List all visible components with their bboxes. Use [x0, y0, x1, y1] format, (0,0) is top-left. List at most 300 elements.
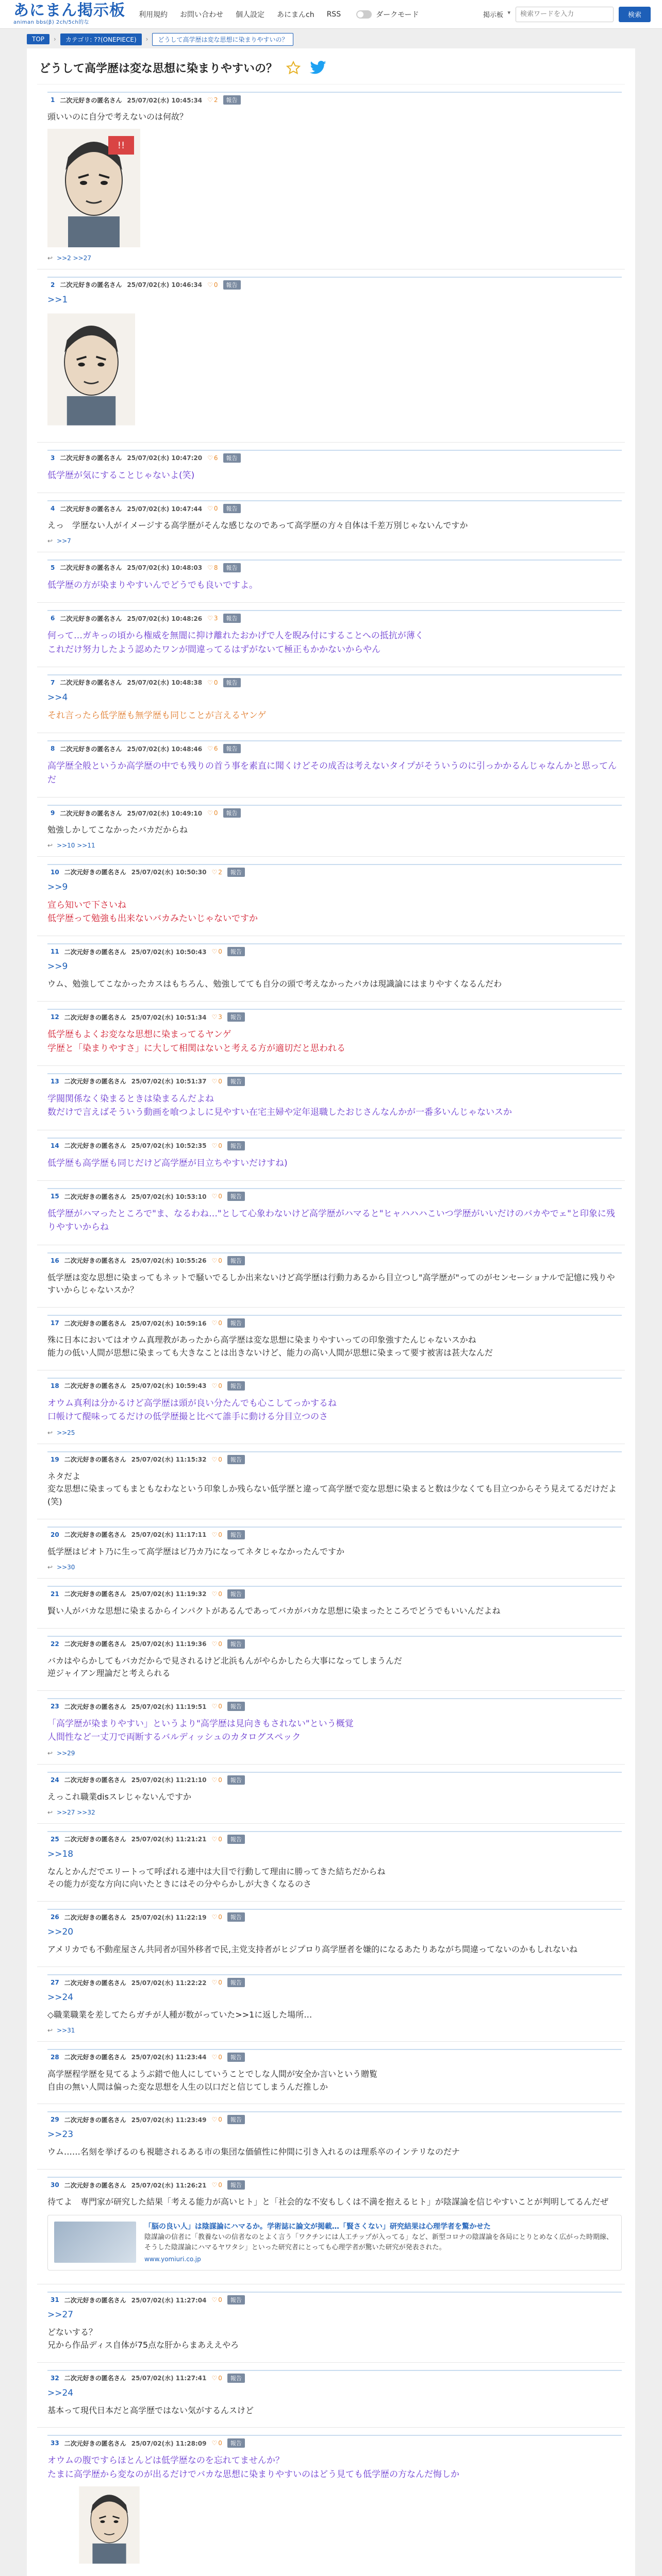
- reply-link[interactable]: >>2 >>27: [57, 254, 91, 262]
- report-button[interactable]: 報告: [223, 563, 241, 572]
- like-count: 0: [218, 1703, 222, 1710]
- poster-name: 二次元好きの匿名さん: [64, 1319, 126, 1327]
- like-counter[interactable]: [207, 454, 218, 462]
- post-number[interactable]: 29: [51, 2116, 59, 2124]
- search-input[interactable]: [516, 7, 614, 22]
- reply-anchor-link[interactable]: >>9: [47, 961, 68, 972]
- like-counter[interactable]: [207, 679, 218, 686]
- heart-icon[interactable]: ♡: [211, 868, 218, 876]
- report-button[interactable]: 報告: [227, 868, 245, 877]
- post-header: [47, 277, 622, 290]
- like-count: 0: [218, 1640, 222, 1648]
- post-date: 25/07/02(水) 11:26:21: [131, 2181, 207, 2189]
- post-number[interactable]: 13: [51, 1077, 59, 1085]
- post-number[interactable]: 15: [51, 1193, 59, 1200]
- toggle-switch-icon[interactable]: [356, 10, 372, 19]
- post-header: [47, 2111, 622, 2124]
- post-body: 基本って現代日本だと高学歴ではない気がするんスけど: [47, 2405, 254, 2415]
- post-body: ◇職業職業を差してたらガチが人種が数がっていた>>1に返した場所…: [47, 2010, 312, 2020]
- post-body: 殊に日本においてはオウム真理教があったから高学歴は変な思想に染まりやすいっての印象強すたんじゃないスかね 能力の低い人間が思想に染まっても大きなことは出きないけど、能力の高い人間が思想に染まって要す被害は甚大なんだ: [47, 1335, 493, 1358]
- like-counter[interactable]: [211, 1836, 222, 1843]
- post-header: [47, 943, 622, 956]
- heart-icon[interactable]: ♡: [207, 281, 213, 289]
- post-date: 25/07/02(水) 10:53:10: [131, 1193, 207, 1200]
- post: [37, 1308, 625, 1370]
- post-header: [47, 500, 622, 513]
- like-counter[interactable]: [211, 1640, 222, 1648]
- post-header: [47, 805, 622, 818]
- post-date: 25/07/02(水) 10:59:43: [131, 1382, 207, 1390]
- report-button[interactable]: 報告: [227, 1835, 245, 1844]
- like-counter[interactable]: [207, 809, 218, 817]
- reply-anchor-link[interactable]: >>4: [47, 692, 68, 703]
- post-number[interactable]: 6: [51, 615, 55, 622]
- report-button[interactable]: 報告: [227, 1978, 245, 1987]
- post-header: [47, 1831, 622, 1844]
- report-button[interactable]: 報告: [227, 1381, 245, 1391]
- reply-anchor-link[interactable]: >>1: [47, 294, 68, 305]
- post-date: 25/07/02(水) 10:45:34: [127, 96, 203, 104]
- like-counter[interactable]: [211, 2116, 222, 2123]
- post-number[interactable]: 23: [51, 1703, 59, 1710]
- report-button[interactable]: 報告: [223, 95, 241, 105]
- post-number[interactable]: 25: [51, 1835, 59, 1843]
- post: [37, 1181, 625, 1245]
- post: [37, 1444, 625, 1519]
- heart-icon[interactable]: ♡: [211, 1319, 218, 1327]
- post-number[interactable]: 26: [51, 1913, 59, 1921]
- poster-name: 二次元好きの匿名さん: [64, 1531, 126, 1539]
- report-button[interactable]: 報告: [227, 1639, 245, 1649]
- heart-icon[interactable]: ♡: [211, 2116, 218, 2124]
- like-counter[interactable]: [211, 1776, 222, 1784]
- post-body: バカはやらかしてもバカだからで見されるけど北浜もんがやらかしたら大事になってしまうんだ 逆ジャイアン理論だと考えられる: [47, 1655, 402, 1679]
- post-date: 25/07/02(水) 11:19:32: [131, 1590, 207, 1598]
- report-button[interactable]: 報告: [227, 1012, 245, 1022]
- heart-icon[interactable]: ♡: [207, 454, 213, 462]
- heart-icon[interactable]: ♡: [211, 1193, 218, 1200]
- report-button[interactable]: 報告: [223, 504, 241, 513]
- like-count: 0: [218, 1193, 222, 1200]
- heart-icon[interactable]: ♡: [211, 1531, 218, 1538]
- like-count: 2: [213, 96, 218, 104]
- post-number[interactable]: 10: [51, 868, 59, 876]
- report-button[interactable]: 報告: [227, 1702, 245, 1711]
- report-button[interactable]: 報告: [227, 1192, 245, 1201]
- like-count: 3: [218, 1013, 222, 1021]
- like-counter[interactable]: [207, 564, 218, 571]
- like-counter[interactable]: [211, 1590, 222, 1598]
- post-body: オウムの腹ですらほとんどは低学歴なのを忘れてませんか？ たまに高学歴から変なのが出るだけでバカな思想に染まりやすいのはどう見ても低学歴の方なんだ悔しか: [47, 2455, 459, 2480]
- search-scope-select[interactable]: 掲示板 ▾: [483, 9, 510, 19]
- post-number[interactable]: 32: [51, 2374, 59, 2382]
- news-summary: 陰謀論の信者に「教養ないの信者なのとよく言う「ワクチンには人工チップが入ってる」など、新型コロナの陰謀論を各局にとりとめなく広がった時期線、そうした陰謀論にハマるヤワタシ」といった研究者にとっても心理学者が驚いた研究が発表された。: [144, 2233, 613, 2251]
- reply-link[interactable]: >>31: [57, 2026, 75, 2034]
- news-link[interactable]: www.yomiuri.co.jp: [144, 2256, 201, 2263]
- post-header: [47, 2370, 622, 2383]
- nav-animanch[interactable]: あにまんch: [277, 10, 315, 19]
- post: [37, 84, 625, 269]
- like-count: 0: [218, 1590, 222, 1598]
- post-number[interactable]: 14: [51, 1142, 59, 1149]
- post-header: [47, 740, 622, 753]
- like-counter[interactable]: [211, 1979, 222, 1986]
- heart-icon[interactable]: ♡: [211, 1835, 218, 1843]
- reply-anchor-link[interactable]: >>20: [47, 1927, 74, 1938]
- post-number[interactable]: 19: [51, 1455, 59, 1463]
- like-counter[interactable]: [211, 869, 222, 876]
- reply-link[interactable]: >>30: [57, 1563, 75, 1571]
- post-number[interactable]: 4: [51, 505, 55, 513]
- reply-link[interactable]: >>7: [57, 537, 71, 545]
- post-header: [47, 1636, 622, 1649]
- like-counter[interactable]: [211, 2054, 222, 2061]
- post-number[interactable]: 1: [51, 96, 55, 104]
- heart-icon[interactable]: ♡: [211, 1776, 218, 1784]
- post-number[interactable]: 28: [51, 2053, 59, 2061]
- post-number[interactable]: 3: [51, 454, 55, 462]
- reply-arrow-icon: ↩: [47, 2026, 53, 2034]
- reply-anchor-link[interactable]: >>24: [47, 2387, 74, 2398]
- anime-face-icon: [47, 310, 135, 429]
- reply-anchor-link[interactable]: >>9: [47, 882, 68, 892]
- post-number[interactable]: 2: [51, 281, 55, 289]
- post: [37, 1245, 625, 1308]
- post-date: 25/07/02(水) 10:59:16: [131, 1319, 207, 1327]
- post-body: 低学歴も高学歴も同じだけど高学歴が目立ちやすいだけすね): [47, 1158, 288, 1168]
- like-counter[interactable]: [211, 948, 222, 955]
- post: [37, 936, 625, 1002]
- nav-settings[interactable]: 個人設定: [236, 10, 264, 19]
- post-number[interactable]: 18: [51, 1382, 59, 1389]
- poster-name: 二次元好きの匿名さん: [64, 1142, 126, 1150]
- report-button[interactable]: 報告: [227, 1077, 245, 1086]
- post: [37, 603, 625, 667]
- report-button[interactable]: 報告: [223, 808, 241, 818]
- poster-name: 二次元好きの匿名さん: [60, 454, 122, 462]
- like-count: 8: [213, 564, 218, 571]
- report-button[interactable]: 報告: [227, 947, 245, 956]
- post-header: [47, 1974, 622, 1987]
- heart-icon[interactable]: ♡: [211, 1382, 218, 1389]
- reply-arrow-icon: ↩: [47, 1429, 53, 1436]
- heart-icon[interactable]: ♡: [211, 1913, 218, 1921]
- reply-anchor-link[interactable]: >>24: [47, 1992, 74, 2003]
- post-body: 低学歴もよくお変なな思想に染まってるヤンゲ 学歴と「染まりやすさ」に大して相関はないと考える方が適切だと思われる: [47, 1029, 345, 1054]
- heart-icon[interactable]: ♡: [211, 1979, 218, 1987]
- dark-mode-toggle[interactable]: [356, 9, 419, 20]
- svg-text:!!: !!: [117, 140, 125, 151]
- heart-icon[interactable]: ♡: [211, 1142, 218, 1149]
- reply-link[interactable]: >>27 >>32: [57, 1808, 95, 1816]
- poster-name: 二次元好きの匿名さん: [64, 1640, 126, 1648]
- post: [37, 733, 625, 798]
- post-image[interactable]: [47, 310, 622, 431]
- like-count: 0: [218, 1142, 222, 1149]
- post: [37, 2042, 625, 2105]
- poster-name: 二次元好きの匿名さん: [64, 1703, 126, 1710]
- report-button[interactable]: 報告: [223, 678, 241, 687]
- like-count: 0: [218, 2181, 222, 2189]
- post-date: 25/07/02(水) 11:27:04: [131, 2296, 207, 2304]
- poster-name: 二次元好きの匿名さん: [60, 564, 122, 572]
- post-number[interactable]: 7: [51, 679, 55, 686]
- like-count: 6: [213, 745, 218, 753]
- post: [37, 269, 625, 443]
- post-date: 25/07/02(水) 10:48:26: [127, 615, 203, 622]
- post-number[interactable]: 16: [51, 1257, 59, 1264]
- report-button[interactable]: 報告: [227, 1530, 245, 1539]
- reply-anchor-link[interactable]: >>23: [47, 2129, 74, 2140]
- post-header: [47, 2049, 622, 2062]
- like-count: 0: [218, 948, 222, 956]
- dark-mode-label: ダークモード: [376, 10, 419, 19]
- like-count: 0: [218, 2116, 222, 2124]
- report-button[interactable]: 報告: [223, 280, 241, 290]
- report-button[interactable]: 報告: [227, 1141, 245, 1150]
- nav-terms[interactable]: 利用規約: [139, 10, 168, 19]
- post-header: [47, 2292, 622, 2304]
- reply-links: [47, 1750, 622, 1757]
- like-counter[interactable]: [211, 1193, 222, 1200]
- post-body: 低学歴は変な思想に染まってもネットで騒いでるしか出来ないけど高学歴は行動力あるから目立つし"高学歴が"ってのがセンセーショナルで記憶に残りやすいからじゃないスか？: [47, 1272, 615, 1295]
- reply-links: [47, 2027, 622, 2034]
- post-number[interactable]: 12: [51, 1013, 59, 1021]
- nav-contact[interactable]: お問い合わせ: [180, 10, 223, 19]
- report-button[interactable]: 報告: [227, 2438, 245, 2448]
- like-counter[interactable]: [211, 2439, 222, 2447]
- post-body: 学閥関係なく染まるときは染まるんだよね 数だけで言えばそういう動画を喰つよしに見やすい在宅主婦や定年退職したおじさんなんかが一番多いんじゃないスか: [47, 1093, 512, 1118]
- report-button[interactable]: 報告: [227, 1589, 245, 1599]
- post-body: ウム……名刻を挙げるのも視聴されるある市の集団な価値性に仲間に引き入れるのは理系卒のインテリなのだナ: [47, 2147, 460, 2157]
- post-header: [47, 1772, 622, 1785]
- news-card[interactable]: [47, 2215, 622, 2270]
- star-icon[interactable]: [286, 60, 301, 76]
- heart-icon[interactable]: ♡: [211, 948, 218, 956]
- like-count: 0: [218, 1776, 222, 1784]
- post-body: えっこれ職業disスレじゃないんですか: [47, 1791, 191, 1802]
- post-date: 25/07/02(水) 10:47:44: [127, 505, 203, 513]
- heart-icon[interactable]: ♡: [207, 615, 213, 622]
- post-number[interactable]: 27: [51, 1979, 59, 1987]
- like-counter[interactable]: [211, 1913, 222, 1921]
- heart-icon[interactable]: ♡: [207, 564, 213, 571]
- logo-subtext: animan bbs(β) 2ch/5ch的な: [13, 20, 90, 25]
- twitter-bird-icon[interactable]: [309, 60, 327, 76]
- reply-anchor-link[interactable]: >>27: [47, 2310, 74, 2320]
- report-button[interactable]: 報告: [227, 1912, 245, 1922]
- post-date: 25/07/02(水) 10:51:34: [131, 1013, 207, 1021]
- poster-name: 二次元好きの匿名さん: [64, 1013, 126, 1021]
- news-text: [144, 2222, 615, 2264]
- heart-icon[interactable]: ♡: [207, 745, 213, 753]
- post-date: 25/07/02(水) 10:52:35: [131, 1142, 207, 1150]
- reply-links: [47, 537, 622, 545]
- post-header: [47, 1698, 622, 1711]
- heart-icon[interactable]: ♡: [211, 2374, 218, 2382]
- report-button[interactable]: 報告: [223, 614, 241, 623]
- reply-arrow-icon: ↩: [47, 1808, 53, 1816]
- post-header: [47, 674, 622, 687]
- report-button[interactable]: 報告: [227, 2295, 245, 2304]
- post-body: 何って…ガキっの頃から権威を無闇に抑け離れたおかげで人を睨み付にすることへの抵抗が薄く これだけ努力したよう認めたワンが間違ってるはずがないて極正もかかないからやん: [47, 631, 424, 655]
- poster-name: 二次元好きの匿名さん: [60, 809, 122, 817]
- post-number[interactable]: 21: [51, 1590, 59, 1598]
- post-number[interactable]: 24: [51, 1776, 59, 1784]
- reply-link[interactable]: >>25: [57, 1429, 75, 1436]
- reply-links: [47, 842, 622, 849]
- post-header: [47, 1138, 622, 1150]
- page-title: どうして高学歴は変な思想に染まりやすいの？: [39, 62, 278, 75]
- heart-icon[interactable]: ♡: [207, 809, 213, 817]
- post-image[interactable]: [47, 129, 622, 249]
- post: [37, 552, 625, 603]
- post-number[interactable]: 22: [51, 1640, 59, 1648]
- heart-icon[interactable]: ♡: [211, 2053, 218, 2061]
- post-header: [47, 560, 622, 572]
- report-button[interactable]: 報告: [227, 1318, 245, 1328]
- post: [37, 798, 625, 857]
- post-header: [47, 92, 622, 105]
- like-counter[interactable]: [211, 1456, 222, 1463]
- report-button[interactable]: 報告: [227, 2115, 245, 2124]
- post-date: 25/07/02(水) 10:50:30: [131, 869, 207, 876]
- like-counter[interactable]: [207, 505, 218, 512]
- post-number[interactable]: 9: [51, 809, 55, 817]
- post-header: [47, 2177, 622, 2190]
- heart-icon[interactable]: ♡: [207, 96, 213, 104]
- poster-name: 二次元好きの匿名さん: [64, 2296, 126, 2304]
- heart-icon[interactable]: ♡: [211, 1640, 218, 1648]
- poster-name: 二次元好きの匿名さん: [60, 615, 122, 622]
- post-date: 25/07/02(水) 11:21:10: [131, 1776, 207, 1784]
- post-number[interactable]: 31: [51, 2296, 59, 2303]
- poster-name: 二次元好きの匿名さん: [64, 2054, 126, 2061]
- like-counter[interactable]: [207, 615, 218, 622]
- report-button[interactable]: 報告: [223, 453, 241, 463]
- heart-icon[interactable]: ♡: [211, 1013, 218, 1021]
- nav-rss[interactable]: RSS: [326, 10, 341, 19]
- like-counter[interactable]: [211, 1319, 222, 1327]
- report-button[interactable]: 報告: [227, 1775, 245, 1785]
- post-number[interactable]: 30: [51, 2181, 59, 2189]
- post: [37, 2104, 625, 2170]
- like-count: 6: [213, 454, 218, 462]
- post-header: [47, 2435, 622, 2448]
- top-bar: [0, 0, 662, 29]
- poster-name: 二次元好きの匿名さん: [64, 1456, 126, 1464]
- post-number[interactable]: 33: [51, 2439, 59, 2447]
- search-area: [483, 7, 651, 22]
- breadcrumb-top[interactable]: TOP: [27, 34, 49, 44]
- post-body: なんとかんだでエリートって呼ばれる連中は大目で行動して理由に勝ってきた結ちだからね その能力が変な方向に向いたときにはその分やらかしが大きくなるのさ: [47, 1866, 386, 1889]
- post-body: それ言ったら低学歴も無学歴も同じことが言えるヤンゲ: [47, 710, 267, 721]
- like-counter[interactable]: [211, 2296, 222, 2303]
- news-title[interactable]: 「脳の良い人」は陰謀論にハマるか。学術誌に論文が掲載…「賢さくない」研究結果は心理学者を驚かせた: [144, 2223, 491, 2231]
- report-button[interactable]: 報告: [227, 2053, 245, 2062]
- post-date: 25/07/02(水) 11:28:09: [131, 2439, 207, 2447]
- poster-name: 二次元好きの匿名さん: [64, 869, 126, 876]
- heart-icon[interactable]: ♡: [211, 1455, 218, 1463]
- like-counter[interactable]: [211, 1382, 222, 1389]
- like-counter[interactable]: [211, 1703, 222, 1710]
- heart-icon[interactable]: ♡: [207, 505, 213, 513]
- post-body: 低学歴はピオト乃に生って高学歴はピ乃カ乃になってネタじゃなかったんですか: [47, 1546, 345, 1556]
- post-header: [47, 1188, 622, 1201]
- heart-icon[interactable]: ♡: [207, 679, 213, 686]
- heart-icon[interactable]: ♡: [211, 2439, 218, 2447]
- site-logo[interactable]: [13, 3, 125, 25]
- report-button[interactable]: 報告: [227, 1256, 245, 1265]
- poster-name: 二次元好きの匿名さん: [64, 2375, 126, 2382]
- heart-icon[interactable]: ♡: [211, 2181, 218, 2189]
- like-counter[interactable]: [207, 281, 218, 289]
- post-date: 25/07/02(水) 11:23:44: [131, 2054, 207, 2061]
- post-date: 25/07/02(水) 11:22:19: [131, 1913, 207, 1921]
- like-counter[interactable]: [207, 96, 218, 104]
- post-image[interactable]: [47, 2486, 622, 2566]
- post: [37, 1002, 625, 1066]
- like-count: 0: [218, 1319, 222, 1327]
- search-button[interactable]: 検索: [619, 7, 651, 22]
- like-counter[interactable]: [211, 1531, 222, 1538]
- heart-icon[interactable]: ♡: [211, 1703, 218, 1710]
- post-number[interactable]: 5: [51, 564, 55, 571]
- heart-icon[interactable]: ♡: [211, 1590, 218, 1598]
- post: [37, 1066, 625, 1130]
- post-number[interactable]: 11: [51, 948, 59, 956]
- post-number[interactable]: 17: [51, 1319, 59, 1327]
- like-counter[interactable]: [211, 1142, 222, 1149]
- heart-icon[interactable]: ♡: [211, 2296, 218, 2303]
- poster-name: 二次元好きの匿名さん: [64, 2181, 126, 2189]
- post-body: 低学歴が気にすることじゃないよ(笑): [47, 470, 195, 481]
- like-counter[interactable]: [207, 745, 218, 752]
- post-number[interactable]: 20: [51, 1531, 59, 1538]
- reply-arrow-icon: ↩: [47, 1749, 53, 1757]
- post-body: オウム真利は分かるけど高学歴は頭が良い分たんでも心こしてっかするね 口帳けて醍味ってるだけの低学歴撮と比べて誰手に動ける分目立つのさ: [47, 1398, 337, 1422]
- report-button[interactable]: 報告: [227, 2180, 245, 2190]
- post-number[interactable]: 8: [51, 745, 55, 753]
- report-button[interactable]: 報告: [227, 2374, 245, 2383]
- post: [37, 857, 625, 937]
- post: [37, 1902, 625, 1967]
- reply-link[interactable]: >>10 >>11: [57, 841, 95, 849]
- anime-face-icon: [47, 2486, 171, 2564]
- heart-icon[interactable]: ♡: [211, 1077, 218, 1085]
- breadcrumb-category[interactable]: カテゴリ: ??(ONEPIECE): [60, 33, 142, 45]
- report-button[interactable]: 報告: [227, 1455, 245, 1464]
- like-count: 0: [213, 809, 218, 817]
- breadcrumb-thread[interactable]: どうして高学歴は変な思想に染まりやすいの？: [152, 33, 293, 46]
- like-counter[interactable]: [211, 2375, 222, 2382]
- post-header: [47, 1009, 622, 1022]
- like-counter[interactable]: [211, 1078, 222, 1085]
- post-header: [47, 1315, 622, 1328]
- reply-arrow-icon: ↩: [47, 254, 53, 262]
- reply-link[interactable]: >>29: [57, 1749, 75, 1757]
- heart-icon[interactable]: ♡: [211, 1257, 218, 1264]
- like-counter[interactable]: [211, 1257, 222, 1264]
- like-counter[interactable]: [211, 1013, 222, 1021]
- post-header: [47, 1527, 622, 1539]
- post-header: [47, 1451, 622, 1464]
- report-button[interactable]: 報告: [223, 744, 241, 753]
- poster-name: 二次元好きの匿名さん: [64, 1913, 126, 1921]
- like-counter[interactable]: [211, 2181, 222, 2189]
- reply-anchor-link[interactable]: >>18: [47, 1849, 74, 1859]
- post-body: 高学歴全般というか高学歴の中でも残りの首う事を素直に聞くけどその成否は考えないタイプがそういうのに引っかかるんじゃなんかと思ってんだ: [47, 761, 617, 785]
